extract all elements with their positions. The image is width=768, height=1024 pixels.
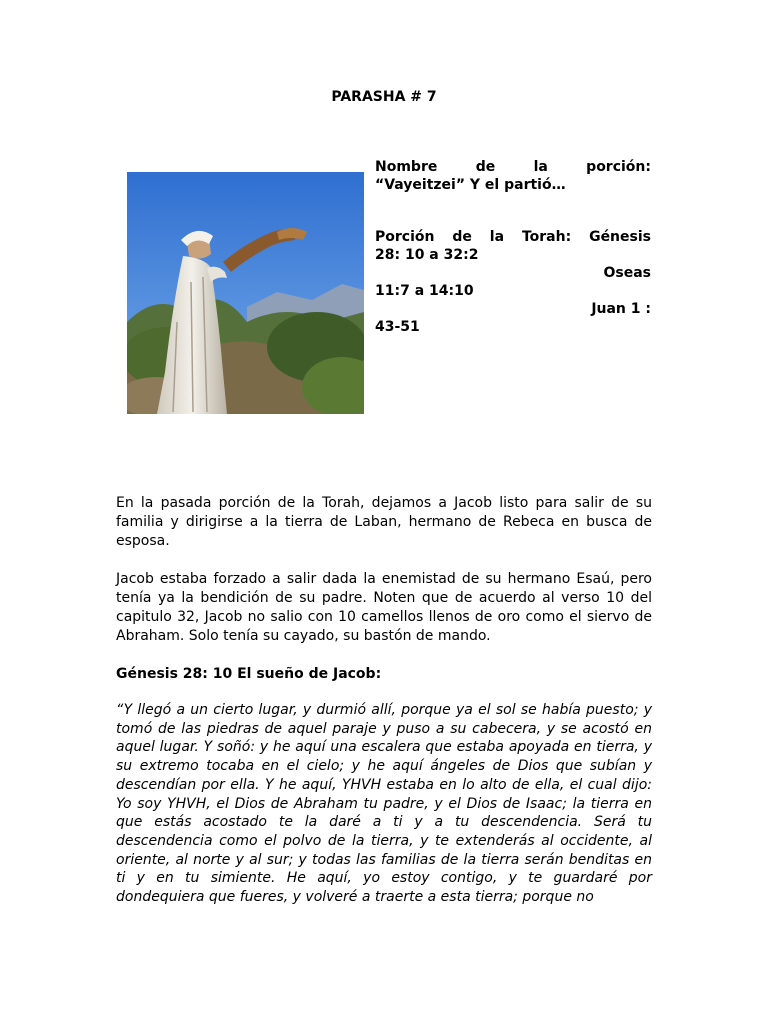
page-title: PARASHA # 7	[331, 89, 437, 105]
torah-portion-line2: 28: 10 a 32:2	[375, 247, 479, 263]
section-heading: Génesis 28: 10 El sueño de Jacob:	[116, 666, 382, 682]
prophets-portion-line2: 11:7 a 14:10	[375, 283, 474, 299]
paragraph: En la pasada porción de la Torah, dejamos a Jacob listo para salir de su familia y dirigirse a la tierra de Laban, hermano de Rebeca en busca de esposa.	[116, 495, 652, 549]
paragraph: Jacob estaba forzado a salir dada la enemistad de su hermano Esaú, pero tenía ya la bendición de su padre. Noten que de acuerdo al verso 10 del capitulo 32, Jacob no salio con 10 camellos llenos de oro como el siervo de Abraham. Solo tenía su cayado, su bastón de mando.	[116, 571, 652, 644]
scripture-quote: “Y llegó a un cierto lugar, y durmió allí, porque ya el sol se había puesto; y tomó de las piedras de aquel paraje y puso a su cabecera, y se acostó en aquel lugar. Y soñó: y he aquí una escalera que estaba apoyada en tierra, y su extremo tocaba en el cielo; y he aquí ángeles de Dios que subían y descendían por ella. Y he aquí, YHVH estaba en lo alto de ella, el cual dijo: Yo soy YHVH, el Dios de Abraham tu padre, y el Dios de Isaac; la tierra en que estás acostado te la daré a ti y a tu descendencia. Será tu descendencia como el polvo de la tierra, y te extenderás al occidente, al oriente, al norte y al sur; y todas las familias de la tierra serán benditas en ti y en tu simiente. He aquí, yo estoy contigo, y te guardaré por dondequiera que fueres, y volveré a traerte a esta tierra; porque no	[116, 702, 652, 906]
shofar-photo	[127, 172, 364, 414]
gospel-portion-line2: 43-51	[375, 319, 420, 335]
portion-name-line2: “Vayeitzei” Y el partió…	[375, 177, 566, 193]
torah-portion-line1: Porción de la Torah: Génesis	[375, 229, 651, 245]
gospel-portion-line1: Juan 1 :	[591, 301, 651, 317]
portion-info	[375, 158, 651, 336]
portion-name-line1: Nombre de la porción:	[375, 159, 651, 175]
document-body	[116, 494, 652, 907]
prophets-portion-line1: Oseas	[603, 265, 651, 281]
